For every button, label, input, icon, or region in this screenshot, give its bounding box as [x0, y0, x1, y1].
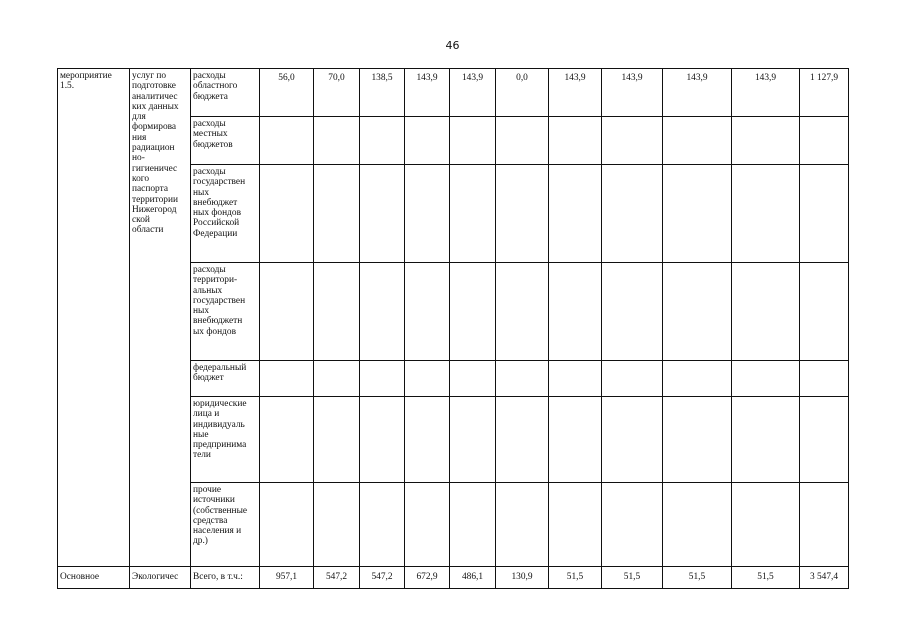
value-cell: 143,9 [732, 69, 800, 117]
value-cell [663, 165, 732, 263]
value-cell [732, 397, 800, 483]
table-row [58, 69, 849, 117]
value-cell: 138,5 [360, 69, 405, 117]
total-value-cell: 547,2 [360, 567, 405, 589]
value-cell [602, 397, 663, 483]
value-cell [450, 263, 496, 361]
value-cell [260, 165, 314, 263]
total-value-cell: 486,1 [450, 567, 496, 589]
value-cell [496, 117, 549, 165]
funding-source-cell: федеральный бюджет [191, 361, 260, 397]
total-col1-cell: Основное [58, 567, 130, 589]
value-cell [800, 165, 849, 263]
budget-table [57, 68, 849, 589]
value-cell [732, 165, 800, 263]
value-cell [450, 397, 496, 483]
value-cell [314, 165, 360, 263]
value-cell [405, 117, 450, 165]
value-cell [450, 165, 496, 263]
value-cell [260, 483, 314, 567]
total-value-cell: 672,9 [405, 567, 450, 589]
value-cell [602, 165, 663, 263]
value-cell [732, 263, 800, 361]
value-cell [314, 117, 360, 165]
value-cell [732, 117, 800, 165]
value-cell [549, 165, 602, 263]
value-cell [405, 483, 450, 567]
value-cell [405, 397, 450, 483]
total-row [58, 567, 849, 589]
total-value-cell: 130,9 [496, 567, 549, 589]
value-cell: 1 127,9 [800, 69, 849, 117]
value-cell [314, 263, 360, 361]
value-cell [360, 483, 405, 567]
funding-source-cell: расходы территори- альных государствен ных внебюджетн ых фондов [191, 263, 260, 361]
value-cell [663, 117, 732, 165]
value-cell [450, 483, 496, 567]
value-cell [732, 361, 800, 397]
value-cell [314, 397, 360, 483]
value-cell [663, 361, 732, 397]
total-value-cell: 51,5 [732, 567, 800, 589]
total-value-cell: 957,1 [260, 567, 314, 589]
value-cell [360, 165, 405, 263]
value-cell [360, 361, 405, 397]
value-cell [549, 483, 602, 567]
value-cell [800, 117, 849, 165]
value-cell [602, 117, 663, 165]
funding-source-cell: расходы областного бюджета [191, 69, 260, 117]
funding-source-cell: юридические лица и индивидуаль ные предпринима тели [191, 397, 260, 483]
value-cell: 143,9 [602, 69, 663, 117]
value-cell: 143,9 [450, 69, 496, 117]
value-cell [549, 263, 602, 361]
value-cell [732, 483, 800, 567]
value-cell: 0,0 [496, 69, 549, 117]
value-cell [663, 397, 732, 483]
total-value-cell: 51,5 [663, 567, 732, 589]
value-cell [450, 117, 496, 165]
value-cell [663, 263, 732, 361]
funding-source-cell: прочие источники (собственные средства населения и др.) [191, 483, 260, 567]
value-cell: 56,0 [260, 69, 314, 117]
value-cell [260, 117, 314, 165]
total-value-cell: 547,2 [314, 567, 360, 589]
value-cell [360, 117, 405, 165]
value-cell [800, 361, 849, 397]
value-cell [496, 165, 549, 263]
value-cell [663, 483, 732, 567]
measure-description-cell: услуг по подготовке аналитичес ких данных для формирова ния радиацион но- гигиеничес кого паспорта территории Нижегород ской области [130, 69, 191, 567]
total-value-cell: 3 547,4 [800, 567, 849, 589]
value-cell [405, 165, 450, 263]
page-number: 46 [445, 39, 460, 52]
value-cell [496, 361, 549, 397]
value-cell [496, 483, 549, 567]
value-cell [314, 361, 360, 397]
value-cell [496, 263, 549, 361]
total-value-cell: 51,5 [602, 567, 663, 589]
value-cell [496, 397, 549, 483]
value-cell [800, 397, 849, 483]
value-cell [405, 361, 450, 397]
value-cell [360, 397, 405, 483]
value-cell [602, 483, 663, 567]
value-cell: 143,9 [405, 69, 450, 117]
value-cell [549, 397, 602, 483]
value-cell [800, 263, 849, 361]
value-cell [549, 117, 602, 165]
value-cell [602, 263, 663, 361]
value-cell [549, 361, 602, 397]
value-cell [260, 397, 314, 483]
value-cell: 143,9 [663, 69, 732, 117]
value-cell [405, 263, 450, 361]
value-cell [260, 361, 314, 397]
value-cell: 70,0 [314, 69, 360, 117]
value-cell [260, 263, 314, 361]
value-cell: 143,9 [549, 69, 602, 117]
total-col3-cell: Всего, в т.ч.: [191, 567, 260, 589]
value-cell [602, 361, 663, 397]
total-col2-cell: Экологичес [130, 567, 191, 589]
value-cell [360, 263, 405, 361]
value-cell [314, 483, 360, 567]
value-cell [450, 361, 496, 397]
funding-source-cell: расходы государствен ных внебюджет ных фондов Российской Федерации [191, 165, 260, 263]
measure-name-cell: мероприятие 1.5. [58, 69, 130, 567]
value-cell [800, 483, 849, 567]
funding-source-cell: расходы местных бюджетов [191, 117, 260, 165]
total-value-cell: 51,5 [549, 567, 602, 589]
